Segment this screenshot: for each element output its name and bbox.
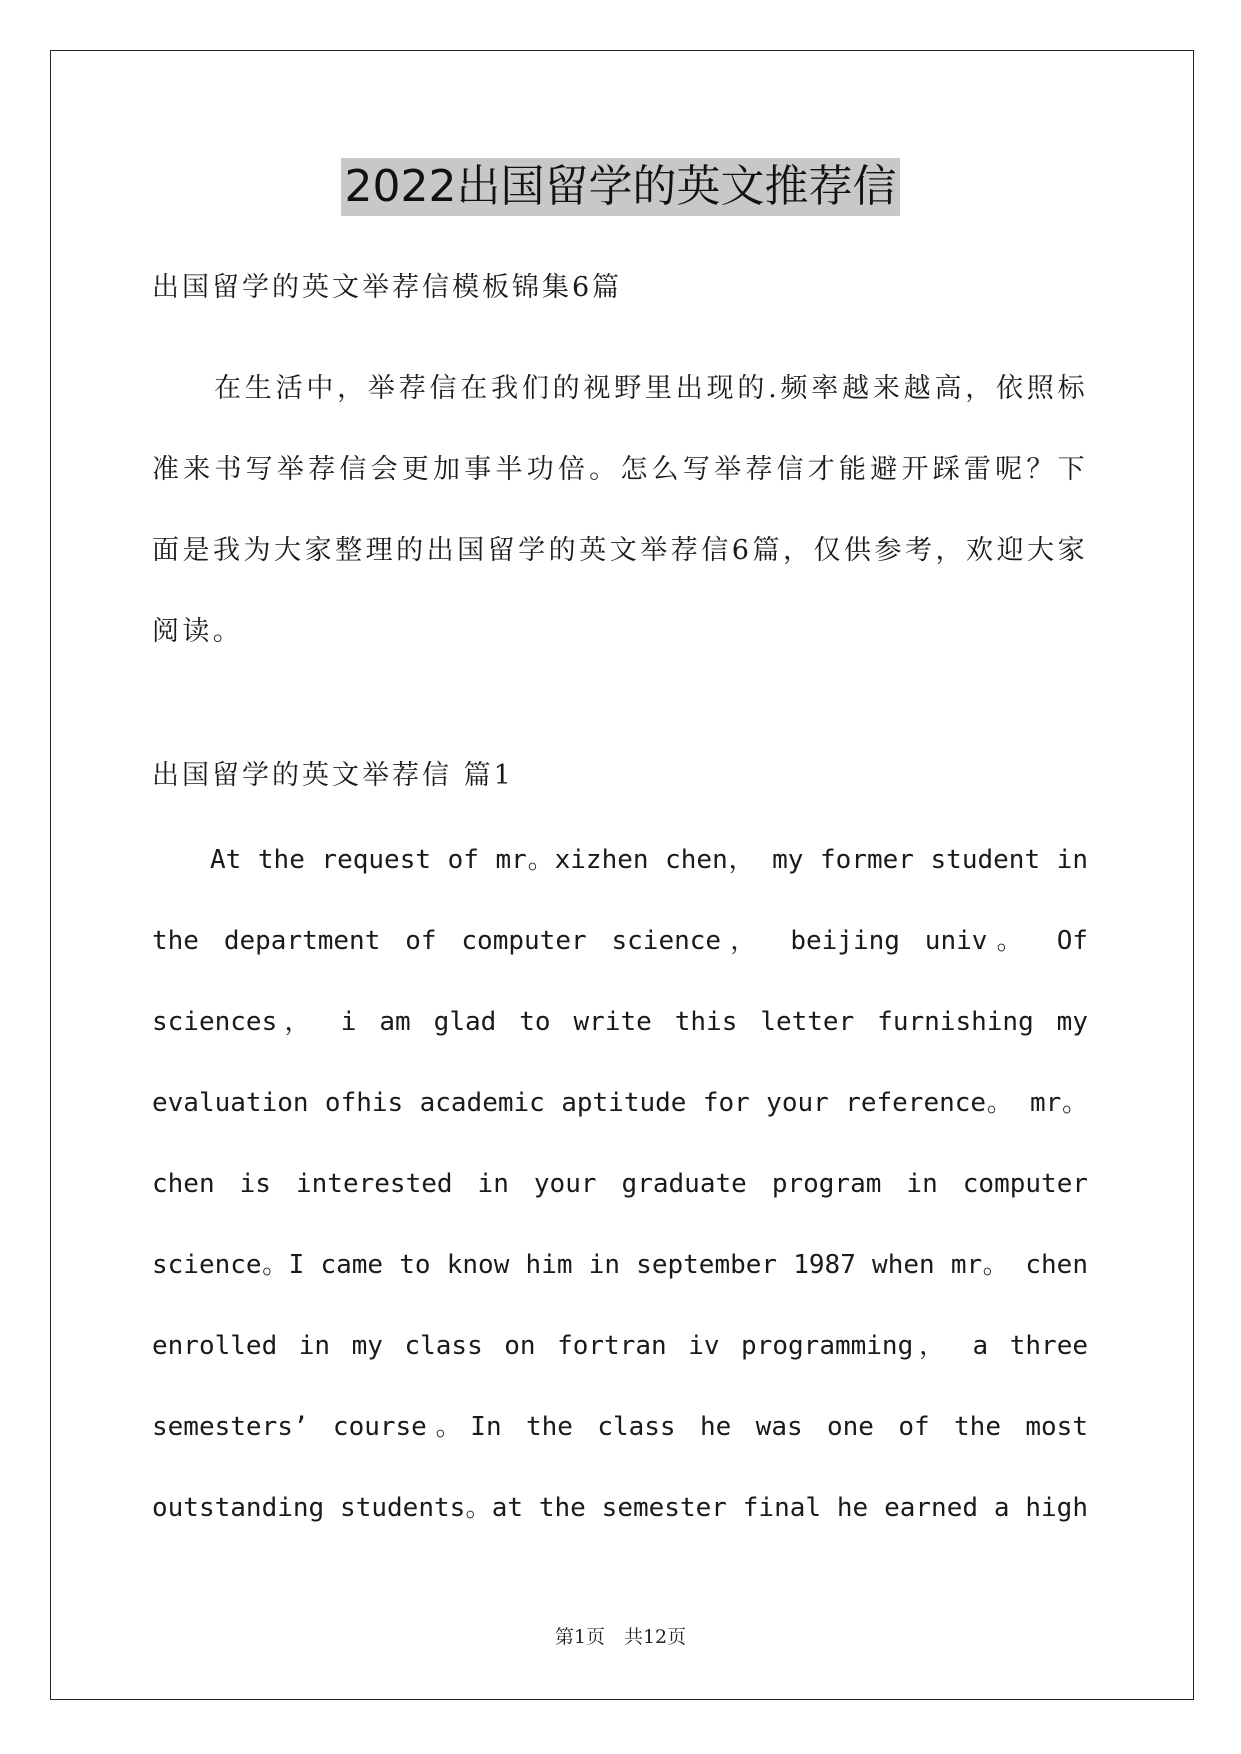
letter-line: science。I came to know him in september 1987 when mr。 chen <box>152 1250 1088 1280</box>
document-title: 2022出国留学的英文推荐信 <box>341 158 901 216</box>
letter-line: At the request of mr。xizhen chen， my former student in <box>210 845 1088 875</box>
page-number: 第1页 共12页 <box>554 1626 687 1648</box>
letter-line: evaluation ofhis academic aptitude for your reference。 mr。 <box>152 1088 1088 1118</box>
letter-line: enrolled in my class on fortran iv programming， a three <box>152 1331 1088 1361</box>
intro-paragraph-container <box>152 348 1088 672</box>
letter-line: sciences， i am glad to write this letter furnishing my <box>152 1007 1088 1037</box>
letter-line: semesters’ course。In the class he was one of the most <box>152 1412 1088 1442</box>
document-subtitle: 出国留学的英文举荐信模板锦集6篇 <box>152 272 623 303</box>
title-container <box>0 158 1241 216</box>
section-heading: 出国留学的英文举荐信 篇1 <box>152 760 514 791</box>
letter-line: chen is interested in your graduate program in computer <box>152 1169 1088 1199</box>
letter-body <box>152 820 1088 1549</box>
letter-line: outstanding students。at the semester final he earned a high <box>152 1493 1088 1523</box>
letter-line: the department of computer science， beijing univ。 Of <box>152 926 1088 956</box>
intro-paragraph: 在生活中，举荐信在我们的视野里出现的.频率越来越高，依照标准来书写举荐信会更加事半功倍。怎么写举荐信才能避开踩雷呢？下面是我为大家整理的出国留学的英文举荐信6篇，仅供参考，欢迎大家阅读。 <box>152 373 1088 647</box>
